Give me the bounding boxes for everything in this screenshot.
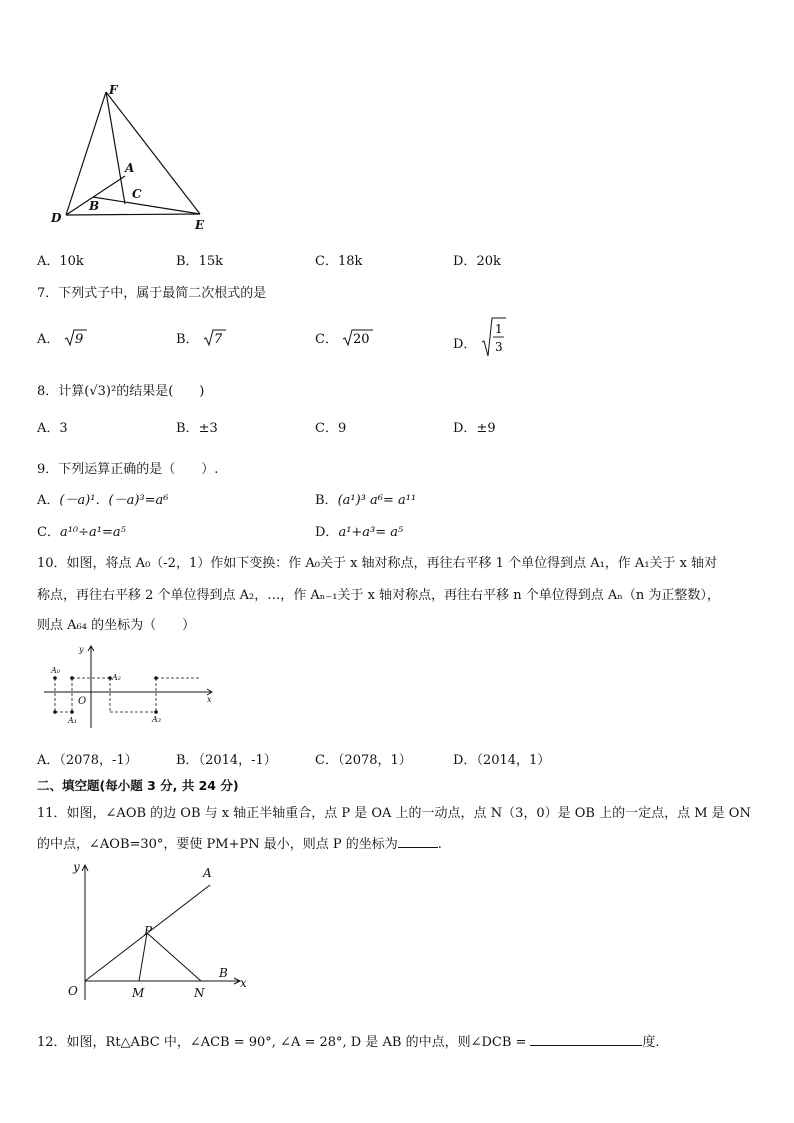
svg-text:20: 20	[353, 332, 370, 347]
q10-option-a[interactable]: A．（2078，-1）	[37, 753, 138, 768]
q10-option-b[interactable]: B．（2014，-1）	[176, 753, 277, 768]
q8-option-a[interactable]: A．3	[37, 421, 68, 436]
q10-stem-line1: 10．如图，将点 A₀（-2，1）作如下变换：作 A₀关于 x 轴对称点，再往右平移 1 个单位得到点 A₁，作 A₁关于 x 轴对	[37, 556, 718, 571]
q10-stem-line3: 则点 A₆₄ 的坐标为（ ）	[37, 618, 196, 633]
label-A3: A₃	[152, 715, 161, 724]
q8-option-c[interactable]: C．9	[315, 421, 347, 436]
q8-expression: (√3)²	[84, 384, 117, 399]
label-A1: A₁	[68, 716, 77, 725]
q11-angle-figure	[55, 855, 255, 1005]
sqrt-fraction-icon	[481, 316, 507, 358]
q6-option-c[interactable]: C．18k	[315, 254, 363, 269]
label-A2: A₂	[112, 673, 121, 682]
q10-coordinate-figure	[40, 640, 220, 730]
label-M: M	[132, 986, 145, 1000]
label-N: N	[194, 986, 205, 1000]
svg-text:9: 9	[74, 332, 83, 347]
q6-option-a[interactable]: A．10k	[37, 254, 84, 269]
label-O: O	[68, 984, 78, 998]
q9-stem: 9．下列运算正确的是（ ）.	[37, 462, 219, 477]
q7-option-c[interactable]: C． 20	[315, 328, 374, 348]
q11-answer-blank[interactable]	[398, 835, 438, 848]
q7-stem: 7．下列式子中，属于最简二次根式的是	[37, 286, 267, 301]
q9-option-a[interactable]: A．(－a)¹．(－a)³=a⁶	[37, 493, 169, 508]
q11-stem-line1: 11．如图，∠AOB 的边 OB 与 x 轴正半轴重合，点 P 是 OA 上的一动点，点 N（3，0）是 OB 上的一定点，点 M 是 ON	[37, 806, 751, 821]
label-A0: A₀	[51, 666, 60, 675]
label-B: B	[89, 199, 100, 213]
q10-option-c[interactable]: C．（2078，1）	[315, 753, 412, 768]
label-D: D	[51, 211, 62, 225]
svg-text:3: 3	[494, 340, 503, 354]
label-A: A	[125, 161, 135, 175]
label-B: B	[219, 966, 228, 980]
q8-stem: 8．计算(√3)²的结果是( )	[37, 384, 205, 399]
q9-option-b[interactable]: B．(a¹)³ a⁶= a¹¹	[315, 493, 417, 508]
section-heading: 二、填空题(每小题 3 分, 共 24 分)	[37, 778, 239, 793]
q7-option-b[interactable]: B． 7	[176, 328, 227, 348]
label-O: O	[78, 696, 87, 707]
q10-option-d[interactable]: D．（2014，1）	[453, 753, 551, 768]
label-A: A	[203, 866, 212, 880]
label-y: y	[73, 860, 80, 874]
svg-text:1: 1	[494, 322, 503, 336]
q12-answer-blank[interactable]	[530, 1033, 642, 1046]
label-E: E	[195, 218, 205, 232]
q7-option-a[interactable]: A． 9	[37, 328, 88, 348]
label-x: x	[207, 695, 212, 704]
label-C: C	[132, 187, 142, 201]
label-y: y	[79, 645, 84, 654]
sqrt-icon	[342, 328, 374, 348]
q6-option-b[interactable]: B．15k	[176, 254, 223, 269]
svg-text:7: 7	[213, 332, 222, 347]
label-F: F	[109, 83, 118, 97]
q6-option-d[interactable]: D．20k	[453, 254, 501, 269]
q11-stem-line2: 的中点，∠AOB=30°，要使 PM+PN 最小，则点 P 的坐标为 .	[37, 837, 442, 852]
q9-option-d[interactable]: D．a¹+a³= a⁵	[315, 525, 404, 540]
q8-option-b[interactable]: B．±3	[176, 421, 218, 436]
q7-option-d[interactable]: D． 1 3	[453, 316, 507, 358]
q9-option-c[interactable]: C．a¹⁰÷a¹=a⁵	[37, 525, 126, 540]
q10-stem-line2: 称点，再往右平移 2 个单位得到点 A₂，…，作 Aₙ₋₁关于 x 轴对称点，再往右平移 n 个单位得到点 Aₙ（n 为正整数），	[37, 588, 720, 603]
label-P: P	[144, 924, 153, 938]
label-x: x	[240, 976, 247, 990]
q8-option-d[interactable]: D．±9	[453, 421, 496, 436]
triangle-figure	[45, 80, 225, 235]
sqrt-icon	[64, 328, 88, 348]
sqrt-icon	[203, 328, 227, 348]
q12-stem: 12．如图，Rt△ABC 中，∠ACB = 90°, ∠A = 28°, D 是 AB 的中点，则∠DCB = 度.	[37, 1035, 660, 1050]
